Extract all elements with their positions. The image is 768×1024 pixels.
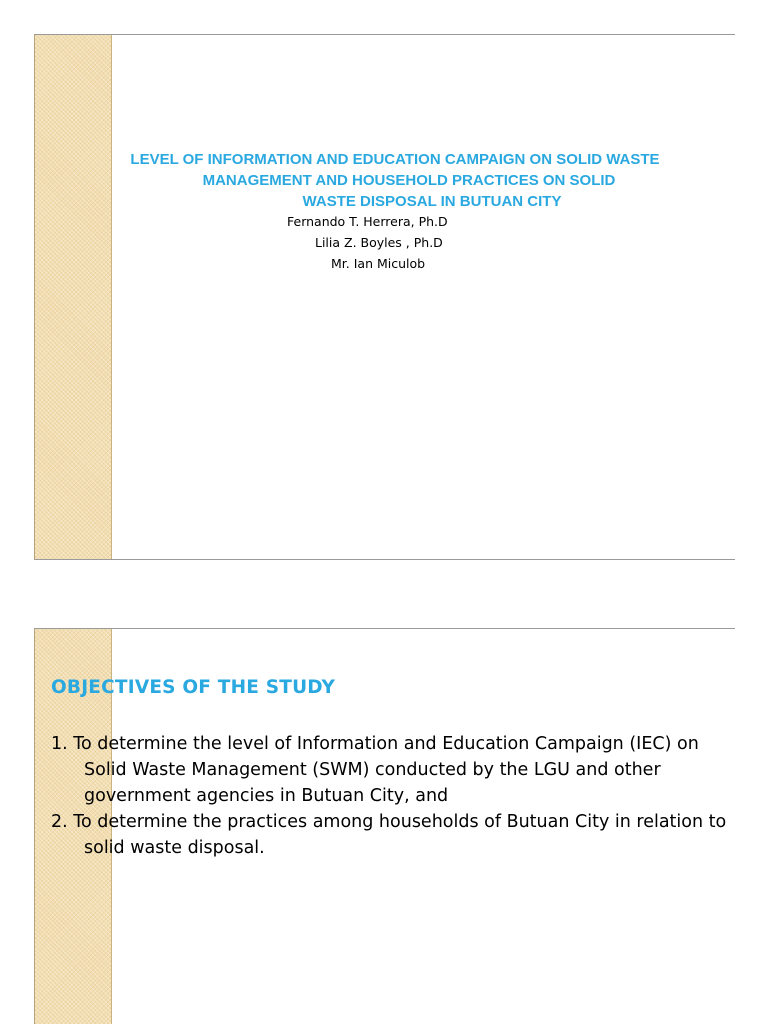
title-line-2: MANAGEMENT AND HOUSEHOLD PRACTICES ON SOLID [202,172,616,189]
author-1: Fernando T. Herrera, Ph.D [287,214,448,229]
title-line-3: WASTE DISPOSAL IN BUTUAN CITY [302,193,562,210]
objective-item-2: 2. To determine the practices among households of Butuan City in relation to solid waste disposal. [51,812,727,858]
title-line-1: LEVEL OF INFORMATION AND EDUCATION CAMPAIGN ON SOLID WASTE [130,151,660,168]
presentation-title [57,149,733,212]
objectives-slide [34,628,735,1024]
title-slide [34,34,735,560]
author-list [283,211,543,274]
objectives-heading: OBJECTIVES OF THE STUDY [51,677,336,698]
author-2: Lilia Z. Boyles , Ph.D [315,235,443,250]
objectives-list [51,731,731,861]
author-3: Mr. Ian Miculob [331,256,426,271]
slide-accent-bar [35,35,112,559]
objective-item-1: 1. To determine the level of Information and Education Campaign (IEC) on Solid Waste Management (SWM) conducted by the LGU and other government agencies in Butuan City, and [51,734,699,806]
